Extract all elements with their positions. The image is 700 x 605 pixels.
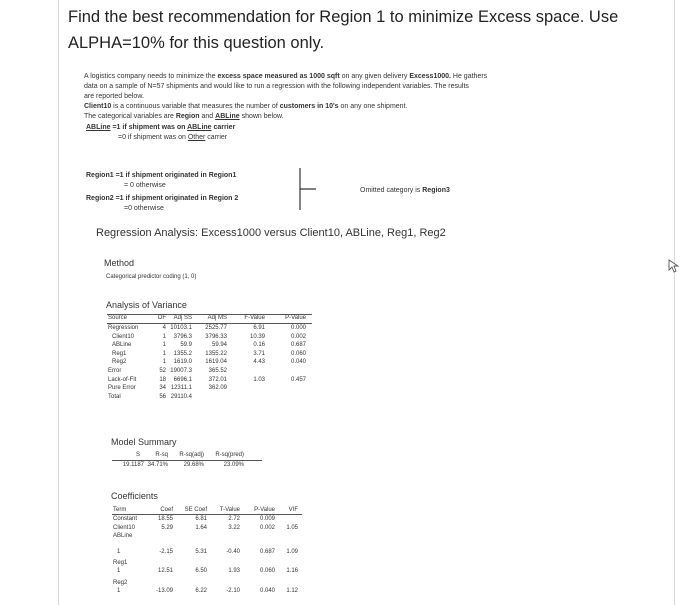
abline-definition-1 <box>86 123 235 133</box>
intro-bold: carrier <box>211 124 236 131</box>
intro-text: A logistics company needs to minimize the <box>84 73 218 80</box>
anova-cell: 4.43 <box>253 359 265 366</box>
anova-header-cell: F-Value <box>244 315 265 321</box>
anova-cell: Pure Error <box>108 385 136 392</box>
intro-bold: customers in 10's <box>279 103 339 110</box>
coef-cell: 0.002 <box>259 524 275 531</box>
anova-cell: 1 <box>162 350 166 357</box>
coef-header-cell: SE Coef <box>184 507 207 513</box>
coef-cell: 5.31 <box>195 549 207 555</box>
coef-header-cell: P-Value <box>254 507 275 513</box>
anova-cell: 3.71 <box>253 350 265 357</box>
anova-cell: 0.060 <box>290 350 306 357</box>
anova-cell: 0.687 <box>290 342 306 349</box>
anova-cell: 0.000 <box>290 325 306 331</box>
anova-cell: 12311.1 <box>170 385 192 392</box>
coef-cell: 5.29 <box>161 524 173 531</box>
anova-cell: 0.457 <box>290 376 306 383</box>
coef-header-cell: Coef <box>160 507 173 513</box>
intro-bold: =1 if shipment was on <box>110 124 188 131</box>
coef-cell: 1 <box>117 588 121 594</box>
coef-cell: 3.22 <box>228 524 240 531</box>
anova-cell: 0.16 <box>253 342 265 349</box>
question-title-line-1: Find the best recommendation for Region 1 to minimize Excess space. Use <box>68 8 619 26</box>
anova-cell: 1619.04 <box>205 359 227 366</box>
coef-cell: 6.50 <box>195 568 207 574</box>
intro-bold: Region <box>175 113 200 120</box>
coef-cell: 12.51 <box>157 568 173 574</box>
anova-cell: 3796.33 <box>205 333 227 340</box>
intro-bold: Excess1000. <box>409 73 451 80</box>
coef-cell: Reg2 <box>113 580 128 586</box>
summary-header-cell: R-sq(adj) <box>179 452 204 458</box>
intro-text: carrier <box>205 134 228 141</box>
abline-definition-2 <box>118 133 227 143</box>
anova-cell: 19007.3 <box>170 368 192 374</box>
coef-cell: 1.12 <box>286 588 298 594</box>
anova-cell: 1619.0 <box>173 359 192 366</box>
intro-text: shown below. <box>239 113 284 120</box>
intro-line-2: data on a sample of N=57 shipments and would like to run a regression with the following independent variables. The results <box>84 83 469 90</box>
anova-cell: 2525.77 <box>205 325 227 331</box>
anova-cell: 372.01 <box>208 376 227 383</box>
anova-cell: 18 <box>159 376 166 383</box>
coef-cell: -13.09 <box>155 588 173 594</box>
anova-cell: Total <box>108 393 121 400</box>
anova-cell: 6.91 <box>253 325 265 331</box>
coef-header-cell: T-Value <box>219 507 240 513</box>
anova-cell: 1 <box>162 359 166 366</box>
mouse-cursor-icon <box>668 259 680 273</box>
anova-cell: 56 <box>159 393 166 400</box>
anova-cell: 1.03 <box>253 376 265 383</box>
omitted-category <box>360 186 450 196</box>
method-text: Categorical predictor coding (1, 0) <box>106 274 197 280</box>
anova-label: Analysis of Variance <box>106 300 187 310</box>
anova-cell: 6696.1 <box>173 376 192 383</box>
coef-cell: 1.05 <box>286 524 298 531</box>
anova-cell: 59.94 <box>211 342 227 349</box>
anova-header-cell: DF <box>158 315 166 321</box>
summary-value-cell: 19.1187 <box>122 462 144 468</box>
anova-cell: 4 <box>162 325 166 331</box>
anova-cell: 0.002 <box>290 333 306 340</box>
intro-text: He gathers <box>450 73 488 80</box>
intro-text: on any given delivery <box>339 73 410 80</box>
anova-cell: 52 <box>159 368 166 374</box>
intro-bold: Region1 <box>86 172 114 179</box>
anova-cell: Reg1 <box>112 350 127 357</box>
categorical-definition <box>84 112 284 122</box>
anova-cell: 10.39 <box>249 333 265 340</box>
coef-cell: 1.16 <box>286 568 298 574</box>
anova-cell: 10103.1 <box>170 325 192 331</box>
intro-bold: ABLine <box>187 124 212 131</box>
anova-header-cell: Adj MS <box>207 315 227 321</box>
summary-header-cell: S <box>135 452 140 458</box>
anova-cell: 59.9 <box>180 342 192 349</box>
coef-cell: ABLine <box>113 533 133 539</box>
intro-text: The categorical variables are <box>84 113 176 120</box>
brace-icon <box>296 166 318 212</box>
intro-line-3: are reported below. <box>84 93 144 100</box>
coefficients-label: Coefficients <box>111 491 158 501</box>
coef-cell: 6.81 <box>195 516 207 522</box>
anova-cell: Client10 <box>112 333 135 340</box>
anova-cell: 0.040 <box>290 359 306 366</box>
coef-cell: -2.15 <box>159 549 173 555</box>
anova-cell: Reg2 <box>112 359 127 366</box>
intro-bold: Client10 <box>84 103 112 110</box>
coef-cell: 1.93 <box>228 568 240 574</box>
intro-text: Omitted category is <box>360 187 423 194</box>
summary-header-cell: R-sq(pred) <box>215 452 244 458</box>
coef-cell: -2.10 <box>226 588 240 594</box>
intro-text: on any one shipment. <box>338 103 408 110</box>
coef-header-cell: VIF <box>288 507 298 513</box>
intro-bold: Region3 <box>422 187 450 194</box>
intro-text: is a continuous variable that measures the number of <box>111 103 280 110</box>
summary-header-cell: R-sq <box>155 452 168 458</box>
intro-bold: Region2 <box>86 195 114 202</box>
coef-cell: 1.09 <box>286 549 298 555</box>
anova-cell: Error <box>108 368 122 374</box>
coef-cell: 0.009 <box>259 516 275 522</box>
coef-cell: Reg1 <box>113 560 128 566</box>
coef-cell: -0.40 <box>226 549 240 555</box>
question-title <box>68 4 668 56</box>
intro-text: and <box>199 113 216 120</box>
intro-bold: =1 if shipment originated in Region 2 <box>113 195 239 202</box>
intro-line-1 <box>84 72 487 82</box>
coef-cell: 18.55 <box>157 516 173 522</box>
intro-bold: ABLine <box>215 113 240 120</box>
coef-header-cell: Term <box>113 507 127 513</box>
anova-cell: ABLine <box>112 342 132 349</box>
anova-cell: 362.09 <box>208 385 227 392</box>
coef-cell: 1 <box>117 568 121 574</box>
coef-cell: Client10 <box>113 524 136 531</box>
regression-heading: Regression Analysis: Excess1000 versus Client10, ABLine, Reg1, Reg2 <box>96 227 446 239</box>
coef-cell: 1.64 <box>195 524 207 531</box>
intro-text: =0 if shipment was on <box>118 134 188 141</box>
anova-cell: 1355.2 <box>173 350 192 357</box>
intro-bold: ABLine <box>86 124 111 131</box>
question-title-line-2: ALPHA=10% for this question only. <box>68 34 325 52</box>
intro-bold: =1 if shipment originated in Region1 <box>113 172 237 179</box>
anova-cell: 365.52 <box>208 368 227 374</box>
summary-value-cell: 34.71% <box>147 462 168 468</box>
coef-cell: 6.22 <box>195 588 207 594</box>
coef-cell: 0.687 <box>259 549 275 555</box>
anova-header-cell: Adj SS <box>173 315 192 321</box>
coef-cell: 2.72 <box>228 516 240 522</box>
coef-cell: 0.060 <box>259 568 275 574</box>
coef-cell: Constant <box>113 516 138 522</box>
anova-cell: 1355.22 <box>205 350 227 357</box>
client-definition <box>84 102 407 112</box>
region1-otherwise: = 0 otherwise <box>124 182 166 189</box>
anova-cell: 1 <box>162 333 166 340</box>
region2-otherwise: =0 otherwise <box>124 205 164 212</box>
method-label: Method <box>104 258 135 268</box>
coef-cell: 1 <box>117 549 121 555</box>
anova-cell: 34 <box>159 385 166 392</box>
summary-value-cell: 29.68% <box>183 462 204 468</box>
coef-cell: 0.040 <box>259 588 275 594</box>
region1-definition <box>86 171 236 181</box>
intro-bold: excess space measured as 1000 sqft <box>217 73 340 80</box>
anova-cell: 29110.4 <box>170 393 192 400</box>
region2-definition <box>86 194 238 204</box>
summary-value-cell: 23.09% <box>223 462 244 468</box>
summary-label: Model Summary <box>111 437 177 447</box>
anova-cell: Lack-of-Fit <box>108 376 137 383</box>
anova-header-cell: P-Value <box>285 315 306 321</box>
anova-cell: 1 <box>162 342 166 349</box>
anova-cell: 3796.3 <box>173 333 192 340</box>
anova-header-cell: Source <box>108 315 128 321</box>
anova-cell: Regression <box>108 325 139 331</box>
intro-text: Other <box>187 134 206 141</box>
